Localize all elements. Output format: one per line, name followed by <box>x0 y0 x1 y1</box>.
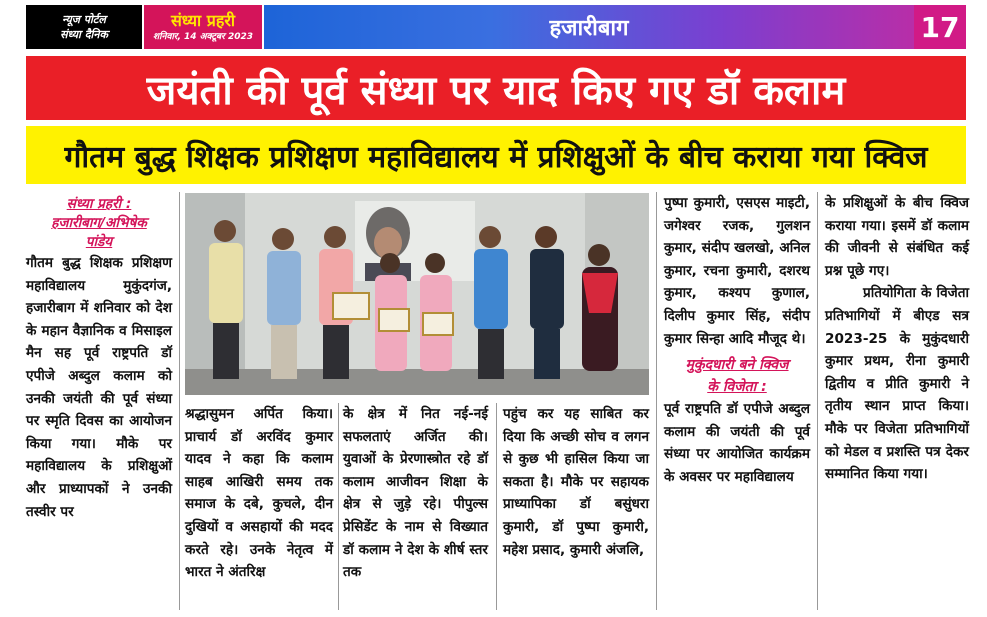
masthead-tagline-line1: न्यूज पोर्टल <box>62 13 106 26</box>
section-title: हजारीबाग <box>549 16 629 41</box>
masthead-tagline-block <box>26 5 142 49</box>
event-photo-illustration <box>185 193 649 395</box>
subheading-line2: के विजेता : <box>707 379 767 396</box>
byline-line2: हजारीबाग/अभिषेक <box>51 215 147 231</box>
article-column-6 <box>825 192 969 486</box>
column-divider <box>656 192 657 610</box>
article-column-5 <box>664 192 810 489</box>
byline-line3: पांडेय <box>85 234 113 250</box>
column-divider <box>817 192 818 610</box>
byline-line1: संध्या प्रहरी : <box>66 196 132 212</box>
article-paragraph: गौतम बुद्ध शिक्षक प्रशिक्षण महाविद्यालय मुकुंदगंज, हजारीबाग में शनिवार को देश के महान वैज्ञानिक व मिसाइल मैन सह पूर्व राष्ट्रपति डॉ एपीजे अब्दुल कलाम को उनकी जयंती की पूर्व संध्या पर स्मृति दिवस का आयोजन किया गया। मौके पर महाविद्यालय के प्रशिक्षुओं और प्राध्यापकों ने उनकी तस्वीर पर <box>26 255 172 520</box>
article-column-3 <box>343 403 488 584</box>
issue-date: शनिवार, 14 अक्टूबर 2023 <box>153 31 253 42</box>
article-paragraph: श्रद्धासुमन अर्पित किया। प्राचार्य डॉ अरविंद कुमार यादव ने कहा कि कलाम साहब आखिरी समय तक समाज के दबे, कुचले, दीन दुखियों व असहायों की मदद करते रहे। उनके नेतृत्व में भारत ने अंतरिक्ष <box>185 406 333 581</box>
sub-headline: गौतम बुद्ध शिक्षक प्रशिक्षण महाविद्यालय में प्रशिक्षुओं के बीच कराया गया क्विज <box>26 126 966 184</box>
article-column-2 <box>185 403 333 584</box>
subheading-line1: मुकुंदधारी बने क्विज <box>685 357 789 374</box>
brand-name: संध्या प्रहरी <box>170 10 236 30</box>
main-headline: जयंती की पूर्व संध्या पर याद किए गए डॉ कलाम <box>26 56 966 120</box>
newspaper-brand <box>144 5 262 49</box>
article-column-1 <box>26 195 172 523</box>
article-column-4 <box>503 403 649 561</box>
masthead-tagline-line2: संध्या दैनिक <box>60 28 108 41</box>
article-paragraph: के प्रशिक्षुओं के बीच क्विज कराया गया। इसमें डॉ कलाम की जीवनी से संबंधित कई प्रश्न पूछे गए। <box>825 195 969 279</box>
article-paragraph: पहुंच कर यह साबित कर दिया कि अच्छी सोच व लगन से कुछ भी हासिल किया जा सकता है। मौके पर सहायक प्राध्यापिका डॉ बसुंधरा कुमारी, डॉ पुष्पा कुमारी, महेश प्रसाद, कुमारी अंजलि, <box>503 406 649 558</box>
article-paragraph: प्रतियोगिता के विजेता प्रतिभागियों में बीएड सत्र 2023-25 के मुकुंदधारी कुमार प्रथम, रीना कुमारी द्वितीय व प्रीति कुमारी ने तृतीय स्थान प्राप्त किया। मौके पर विजेता प्रतिभागियों को मेडल व प्रशस्ति पत्र देकर सम्मानित किया गया। <box>825 285 969 483</box>
column-divider <box>338 403 339 610</box>
article-paragraph: के क्षेत्र में नित नई-नई सफलताएं अर्जित की। युवाओं के प्रेरणास्त्रोत रहे डॉ कलाम आजीवन शिक्षा के क्षेत्र से जुड़े रहे। पीपुल्स प्रेसिडेंट के नाम से विख्यात डॉ कलाम ने देश के शीर्ष स्तर तक <box>343 406 488 581</box>
article-paragraph: पूर्व राष्ट्रपति डॉ एपीजे अब्दुल कलाम की जयंती की पूर्व संध्या पर आयोजित कार्यक्रम के अवसर पर महाविद्यालय <box>664 401 810 485</box>
section-banner <box>264 5 914 49</box>
article-paragraph: पुष्पा कुमारी, एसएस माइटी, जगेश्वर रजक, गुलशन कुमार, संदीप खलखो, अनिल कुमार, रचना कुमारी, दशरथ कुमार, कश्यप कुणाल, दिलीप कुमार सिंह, संदीप कुमार सिन्हा आदि मौजूद थे। <box>664 195 810 347</box>
column-divider <box>179 192 180 610</box>
event-photo <box>185 193 649 395</box>
masthead <box>26 5 966 49</box>
column-divider <box>496 403 497 610</box>
page-number: 17 <box>914 5 966 49</box>
